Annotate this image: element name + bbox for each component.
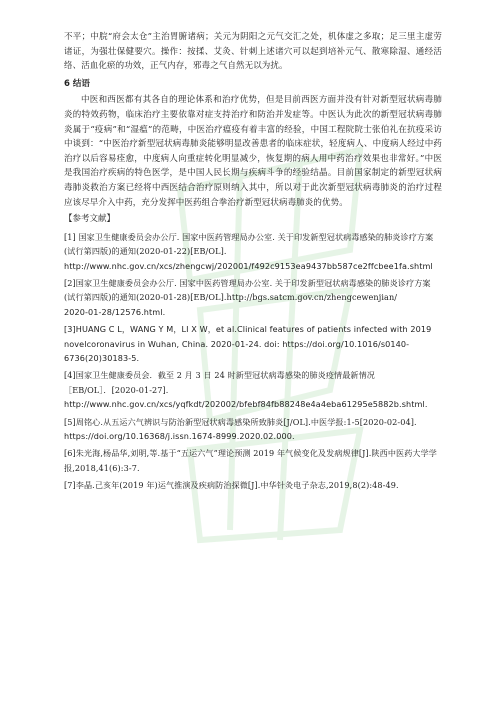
reference-text: [2]国家卫生健康委员会办公厅. 国家中医药管理局办公室. 关于印发新型冠状病毒感染的肺炎诊疗方案(试行第四版)的通知(2020-01-28)[EB/OL].http://bgs.satcm.gov.cn/zhengcewenjian/ xyxy=(64,277,431,303)
references-title: 【参考文献】 xyxy=(64,214,116,225)
reference-text: [3]HUANG C L，WANG Y M，LI X W，et al.Clinical features of patients infected with 2019 novelcoronavirus in Wuhan, China. 2020-01-24. doi: https://doi.org/10.1016/s0140-6736(20)30183-5. xyxy=(64,324,432,363)
reference-text: [7]李晶.己亥年(2019 年)运气推演及疾病防治探微[J].中华针灸电子杂志,2019,8(2):48-49. xyxy=(64,480,399,491)
reference-link[interactable]: http://www.nhc.gov.cn/xcs/yqfkdt/202002/bfebf84fb88248e4a4eba61295e5882b.shtml. xyxy=(64,399,428,410)
reference-text: [5]周铭心.从五运六气辨识与防治新型冠状病毒感染所致肺炎[J/OL].中医学报:1-5[2020-02-04]. xyxy=(64,416,417,427)
reference-text: [6]朱光海,杨品华,刘明,等.基于“五运六气”理论预测 2019 年气候变化及发病规律[J].陕西中医药大学学报,2018,41(6):3-7. xyxy=(64,448,437,473)
reference-item xyxy=(64,368,442,411)
paragraph-conclusion: 中医和西医都有其各自的理论体系和治疗优势，但是目前西医方面并没有针对新型冠状病毒肺炎的特效药物，临床治疗主要依靠对症支持治疗和防治并发症等。中医认为此次的新型冠状病毒肺炎属于“疫病”和“湿瘟”的范畴，中医治疗瘟疫有着丰富的经验，中国工程院院士张伯礼在抗疫采访中谈到：“中医治疗新型冠状病毒肺炎能够明显改善患者的临床症状，轻度病人、中度病人经过中药治疗以后容易痊愈，中度病人向重症转化明显减少，恢复期的病人用中药治疗效果也非常好。”中医是我国治疗疾病的特色医学，是中国人民长期与疾病斗争的经验结晶。目前国家制定的新型冠状病毒肺炎救治方案已经将中西医结合治疗原则纳入其中，所以对于此次新型冠状病毒肺炎的治疗过程应该尽早介入中药，充分发挥中医药组合拳治疗新型冠状病毒肺炎的优势。 xyxy=(64,95,442,208)
section-title-conclusion: 6 结语 xyxy=(64,78,90,89)
reference-link[interactable]: http://www.nhc.gov.cn/xcs/zhengcwj/202001/f492c9153ea9437bb587ce2ffcbee1fa.shtml xyxy=(64,260,433,271)
paragraph-acupoints: 不平；中脘“府会太仓”主治胃腑诸病；关元为阴阳之元气交汇之处，机体虚之多取；足三里主虚劳诸证，为强壮保健要穴。操作：按揉、艾灸、针刺上述诸穴可以起到培补元气、散寒除湿、通经活络、活血化瘀的功效，正气内存，邪毒之气自然无以为扰。 xyxy=(64,32,442,72)
reference-item xyxy=(64,478,442,492)
reference-text: ［EB/OL］．[2020-01-27]. xyxy=(64,384,169,395)
reference-link[interactable]: https://doi.org/10.16368/j.issn.1674-8999.2020.02.000. xyxy=(64,431,295,441)
document-page xyxy=(64,30,442,496)
reference-item xyxy=(64,230,442,273)
reference-text: [1] 国家卫生健康委员会办公厅. 国家中医药管理局办公室. 关于印发新型冠状病毒感染的肺炎诊疗方案(试行第四版)的通知(2020-01-22)[EB/OL]. xyxy=(64,231,434,257)
reference-item xyxy=(64,276,442,319)
reference-item xyxy=(64,322,442,365)
references-list xyxy=(64,230,442,493)
reference-text: [4]国家卫生健康委员会．截至 2 月 3 日 24 时新型冠状病毒感染的肺炎疫情最新情况 xyxy=(64,370,376,381)
reference-item xyxy=(64,415,442,444)
reference-link[interactable]: 2020-01-28/12576.html. xyxy=(64,306,166,317)
reference-item xyxy=(64,446,442,475)
